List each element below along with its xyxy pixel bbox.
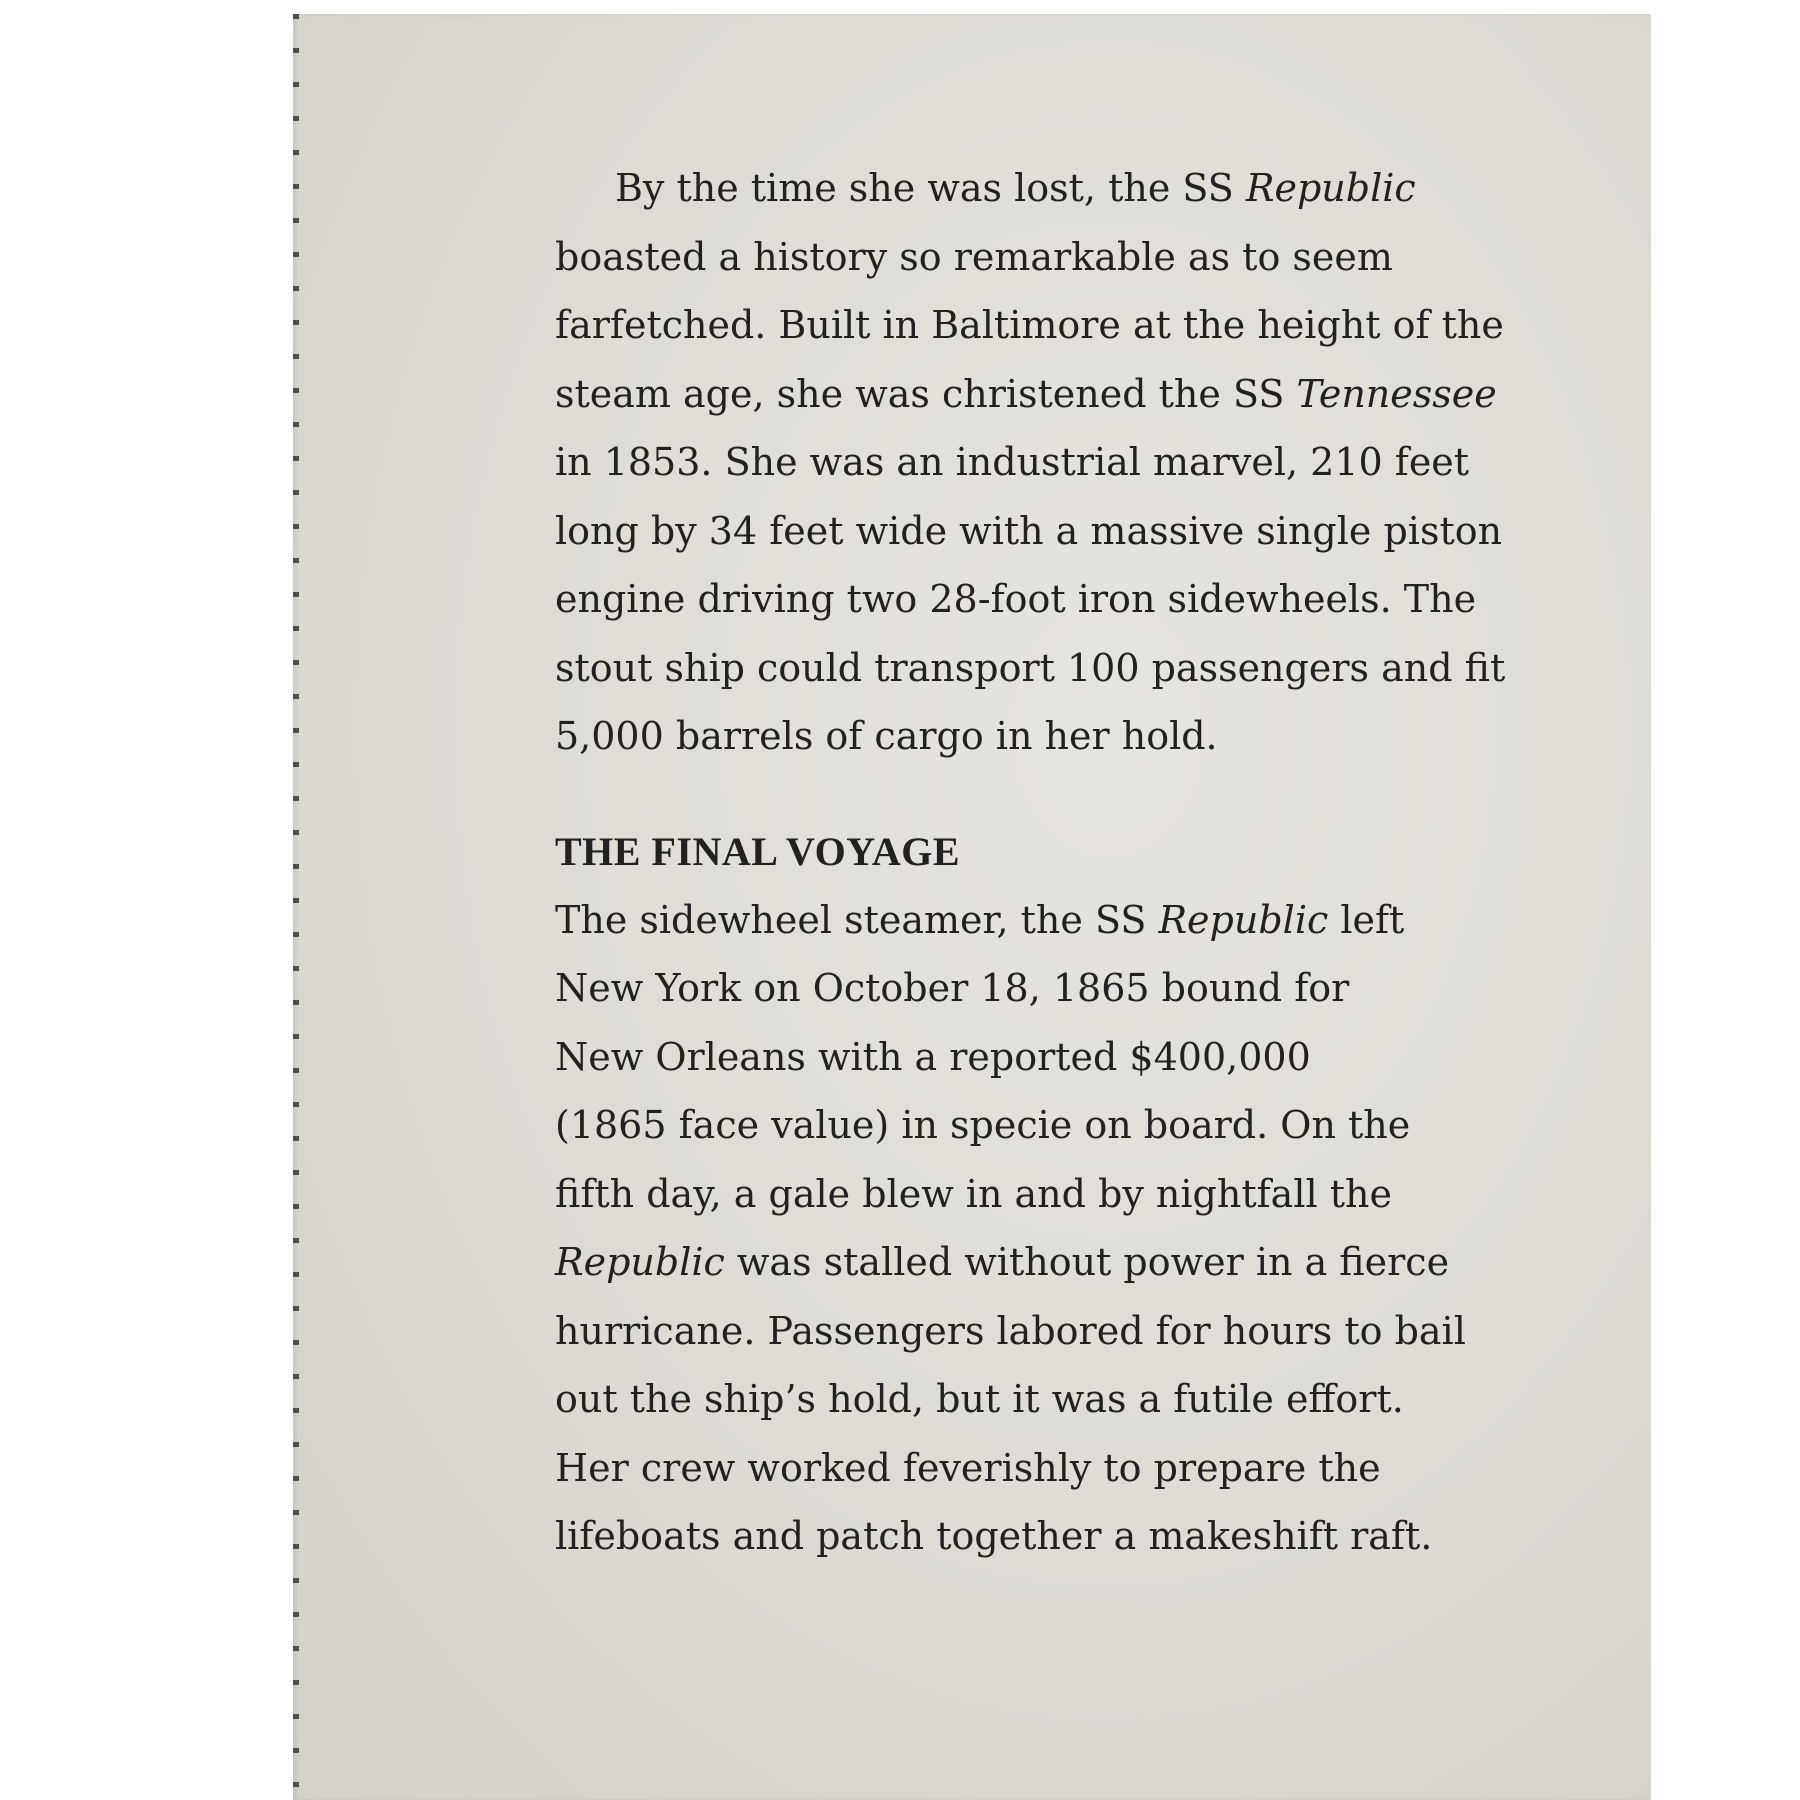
paragraph-line: 5,000 barrels of cargo in her hold.	[555, 714, 1218, 758]
paragraph-line: in 1853. She was an industrial marvel, 210 feet	[555, 440, 1470, 484]
book-page	[293, 14, 1651, 1800]
paragraph-line: fifth day, a gale blew in and by nightfall the	[555, 1171, 1392, 1216]
paragraph-line: stout ship could transport 100 passengers and fit	[555, 645, 1506, 690]
perforated-edge	[293, 14, 299, 1800]
section-heading: THE FINAL VOYAGE	[555, 828, 961, 874]
paragraph-line: (1865 face value) in specie on board. On the	[555, 1103, 1411, 1147]
paragraph-line: Her crew worked feverishly to prepare the	[555, 1445, 1381, 1490]
paragraph-line: steam age, she was christened the SS Tennessee	[555, 371, 1497, 416]
text-block	[555, 154, 1565, 1571]
paragraph-line: lifeboats and patch together a makeshift raft.	[555, 1514, 1433, 1558]
paragraph-line: engine driving two 28-foot iron sidewheels. The	[555, 577, 1477, 621]
paragraph-line: Republic was stalled without power in a fierce	[555, 1240, 1450, 1284]
paragraph-line: farfetched. Built in Baltimore at the height of the	[555, 303, 1504, 347]
intro-paragraph	[555, 154, 1565, 771]
paragraph-line: By the time she was lost, the SS Republic	[615, 166, 1416, 210]
paragraph-line: New Orleans with a reported $400,000	[555, 1034, 1311, 1079]
paragraph-line: New York on October 18, 1865 bound for	[555, 966, 1350, 1010]
paragraph-line: out the ship’s hold, but it was a futile effort.	[555, 1377, 1404, 1421]
paragraph-line: hurricane. Passengers labored for hours to bail	[555, 1308, 1466, 1353]
section-paragraph	[555, 886, 1565, 1571]
paragraph-line: The sidewheel steamer, the SS Republic left	[555, 897, 1405, 942]
paragraph-line: long by 34 feet wide with a massive single piston	[555, 508, 1503, 553]
paragraph-line: boasted a history so remarkable as to seem	[555, 234, 1393, 279]
